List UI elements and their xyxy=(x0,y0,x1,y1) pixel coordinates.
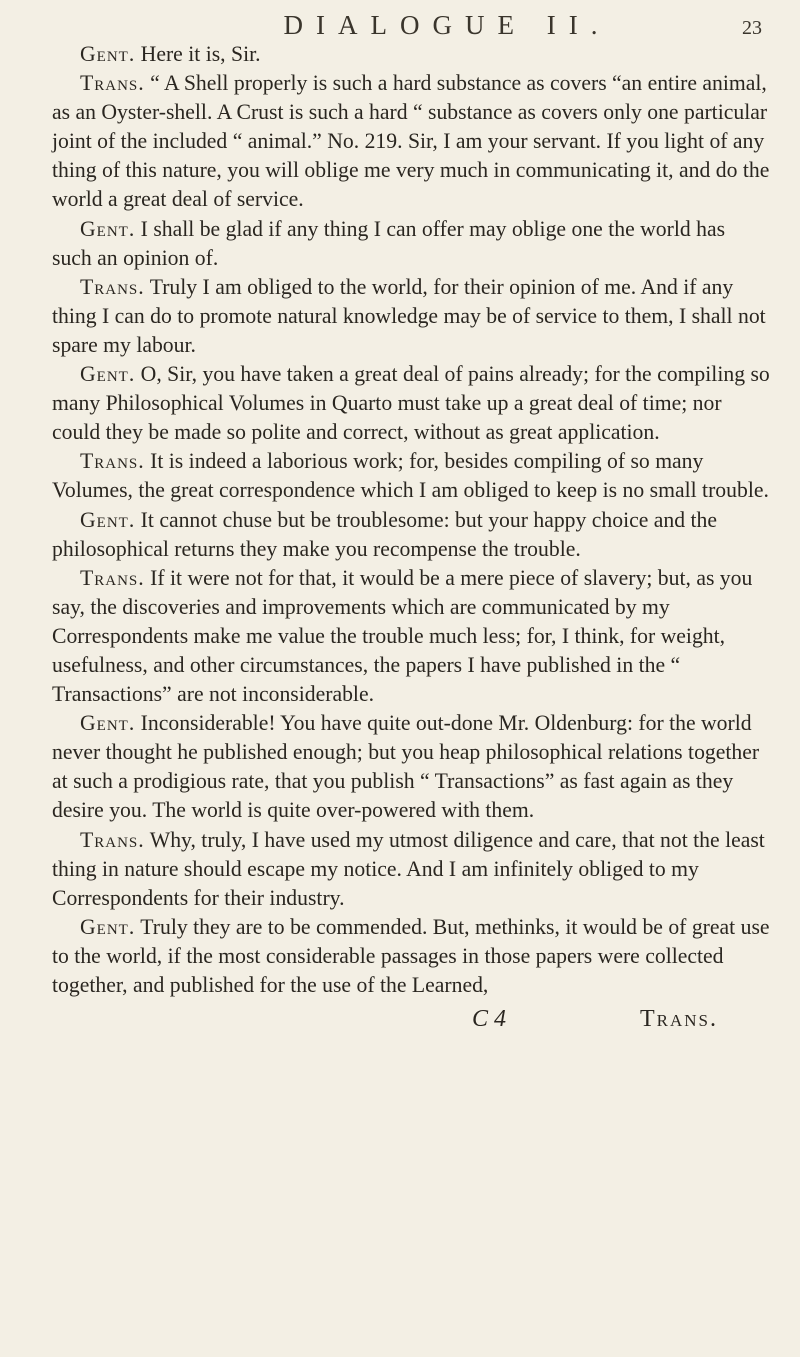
dialogue-paragraph xyxy=(52,506,770,564)
dialogue-paragraph xyxy=(52,564,770,709)
dialogue-paragraph xyxy=(52,709,770,825)
speaker-name: Gent. xyxy=(80,216,136,241)
speaker-name: Gent. xyxy=(80,362,136,387)
speaker-name: Trans. xyxy=(80,274,145,299)
dialogue-paragraph xyxy=(52,447,770,505)
speaker-name: Trans. xyxy=(80,565,145,590)
speaker-name: Trans. xyxy=(80,449,145,474)
speaker-name: Trans. xyxy=(80,71,145,96)
dialogue-paragraph xyxy=(52,215,770,273)
signature-mark: C 4 xyxy=(472,1006,507,1033)
page-footer xyxy=(52,1006,770,1033)
speaker-name: Gent. xyxy=(80,507,136,532)
speech-text: It is indeed a laborious work; for, besides compiling of so many Volumes, the great correspondence which I am obliged to keep is no small trouble. xyxy=(52,449,769,503)
speaker-name: Gent. xyxy=(80,711,136,736)
dialogue-text xyxy=(52,40,770,1000)
speaker-name: Gent. xyxy=(80,914,136,939)
running-head-title: DIALOGUE II. xyxy=(283,10,611,40)
speech-text: I shall be glad if any thing I can offer may oblige one the world has such an opinion of. xyxy=(52,216,726,270)
dialogue-paragraph xyxy=(52,69,770,214)
speech-text: It cannot chuse but be troublesome: but your happy choice and the philosophical returns they make you recompense the trouble. xyxy=(52,507,718,561)
dialogue-paragraph xyxy=(52,913,770,1000)
catchword: Trans. xyxy=(639,1006,718,1033)
speaker-name: Trans. xyxy=(80,827,145,852)
speaker-name: Gent. xyxy=(80,42,136,66)
speech-text: Why, truly, I have used my utmost diligence and care, that not the least thing in nature should escape my notice. And I am infinitely obliged to my Correspondents for their industry. xyxy=(52,827,765,910)
speech-text: O, Sir, you have taken a great deal of pains already; for the compiling so many Philosophical Volumes in Quarto must take up a great deal of time; nor could they be made so polite and correct, without as great application. xyxy=(52,362,770,445)
speech-text: If it were not for that, it would be a mere piece of slavery; but, as you say, the discoveries and improvements which are communicated by my Correspondents make me value the trouble much less; for, I think, for weight, usefulness, and other circumstances, the papers I have published in the “ Transactions” are not inconsiderable. xyxy=(52,565,753,707)
speech-text: Here it is, Sir. xyxy=(140,42,261,66)
speech-text: “ A Shell properly is such a hard substance as covers “an entire animal, as an Oyster-shell. A Crust is such a hard “ substance as covers only one particular joint of the included “ animal.” No. 219. Sir, I am your servant. If you light of any thing of this nature, you will oblige me very much in communicating it, and do the world a great deal of service. xyxy=(52,71,770,212)
running-head xyxy=(52,10,770,40)
dialogue-paragraph xyxy=(52,360,770,447)
speech-text: Truly I am obliged to the world, for their opinion of me. And if any thing I can do to promote natural knowledge may be of service to them, I shall not spare my labour. xyxy=(52,274,766,357)
dialogue-paragraph xyxy=(52,826,770,913)
speech-text: Truly they are to be commended. But, methinks, it would be of great use to the world, if the most considerable passages in those papers were collected together, and published for the use of the Learned, xyxy=(52,914,770,997)
dialogue-paragraph xyxy=(52,273,770,360)
page-number: 23 xyxy=(742,17,762,39)
dialogue-paragraph xyxy=(52,40,770,69)
speech-text: Inconsiderable! You have quite out-done Mr. Oldenburg: for the world never thought he published enough; but you heap philosophical relations together at such a prodigious rate, that you publish “ Transactions” as fast again as they desire you. The world is quite over-powered with them. xyxy=(52,711,760,823)
